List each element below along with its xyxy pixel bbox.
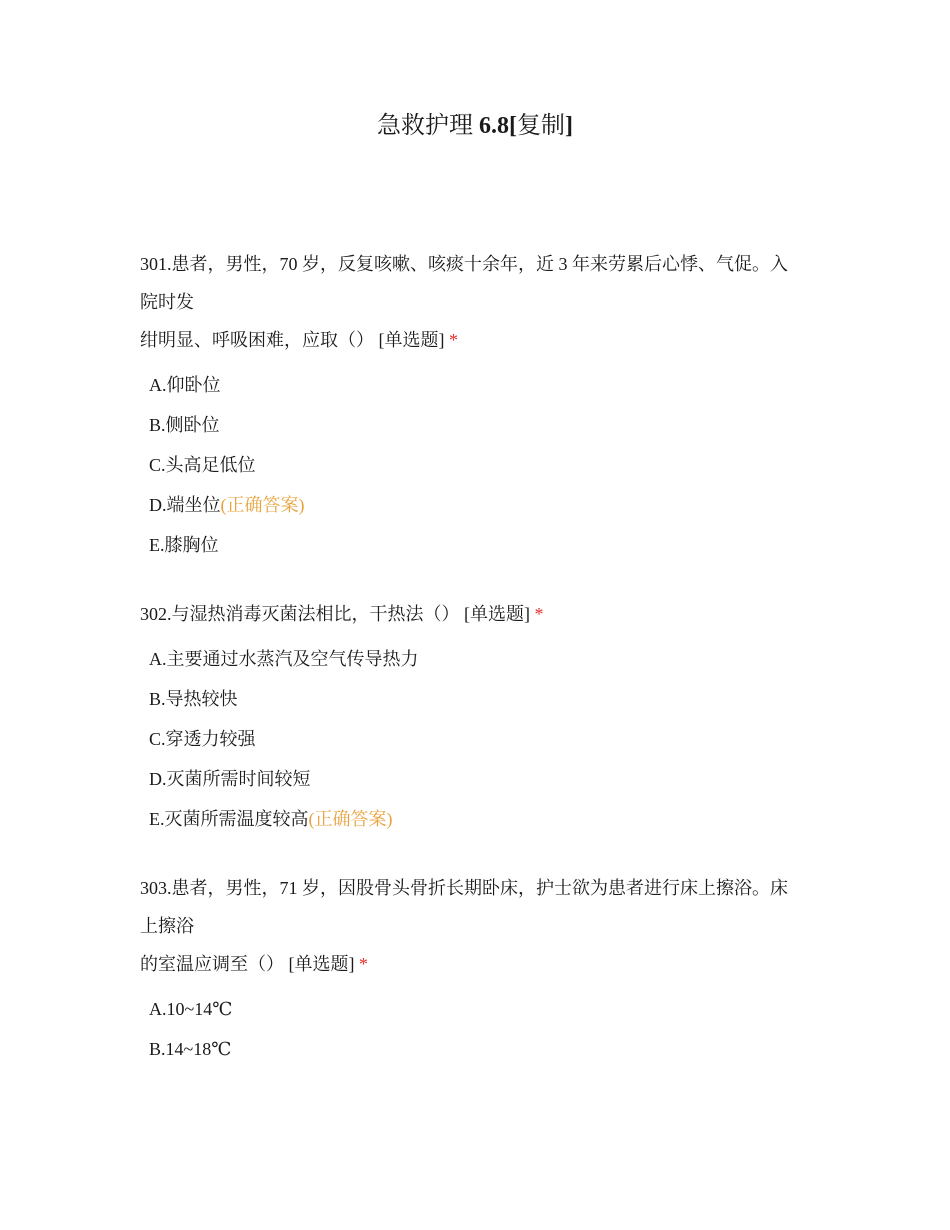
question-list <box>140 245 820 1099</box>
question-type-tag: [单选题] <box>288 954 355 974</box>
title-prefix: 急救护理 <box>377 113 479 139</box>
required-mark: * <box>359 954 368 974</box>
option-a <box>149 365 820 405</box>
question-text <box>140 869 820 983</box>
option-label: B.侧卧位 <box>149 415 220 435</box>
option-b <box>149 679 820 719</box>
question-text <box>140 595 820 633</box>
question-line-text: 绀明显、呼吸困难，应取（） <box>140 330 374 350</box>
option-label: B.导热较快 <box>149 689 238 709</box>
option-c <box>149 445 820 485</box>
option-list <box>140 989 820 1069</box>
title-copy-tag: 复制 <box>517 113 565 139</box>
question-line: 院时发 <box>140 292 194 312</box>
question-line <box>140 945 820 983</box>
option-label: A.仰卧位 <box>149 375 221 395</box>
question-301 <box>140 245 820 565</box>
option-label: C.头高足低位 <box>149 455 256 475</box>
option-label: E.灭菌所需温度较高 <box>149 809 309 829</box>
question-line: 301.患者，男性，70 岁，反复咳嗽、咳痰十余年，近 3 年来劳累后心悸、气促。入 <box>140 254 788 274</box>
option-d <box>149 759 820 799</box>
correct-answer-marker: (正确答案) <box>308 809 393 829</box>
question-302 <box>140 595 820 839</box>
required-mark: * <box>534 604 544 624</box>
question-type-tag: [单选题] <box>378 330 445 350</box>
page-title <box>0 110 950 142</box>
question-line: 上擦浴 <box>140 916 194 936</box>
option-c <box>149 719 820 759</box>
option-label: D.灭菌所需时间较短 <box>149 769 311 789</box>
option-label: A.10~14℃ <box>149 999 233 1019</box>
question-line: 303.患者，男性，71 岁，因股骨头骨折长期卧床，护士欲为患者进行床上擦浴。床 <box>140 878 788 898</box>
question-text <box>140 245 820 359</box>
question-line-text: 302.与湿热消毒灭菌法相比，干热法（） <box>140 604 460 624</box>
option-e <box>149 525 820 565</box>
question-line-text: 的室温应调至（） <box>140 954 284 974</box>
title-bracket-close: ] <box>565 113 573 139</box>
option-label: C.穿透力较强 <box>149 729 256 749</box>
option-d <box>149 485 820 525</box>
option-a <box>149 989 820 1029</box>
option-label: D.端坐位 <box>149 495 221 515</box>
option-list <box>140 639 820 839</box>
option-a <box>149 639 820 679</box>
title-version: 6.8[ <box>479 113 517 139</box>
option-label: A.主要通过水蒸汽及空气传导热力 <box>149 649 419 669</box>
option-label: B.14~18℃ <box>149 1039 232 1059</box>
question-type-tag: [单选题] <box>464 604 530 624</box>
option-list <box>140 365 820 565</box>
required-mark: * <box>449 330 458 350</box>
option-b <box>149 405 820 445</box>
option-label: E.膝胸位 <box>149 535 219 555</box>
question-303 <box>140 869 820 1069</box>
question-line <box>140 321 820 359</box>
question-line <box>140 595 820 633</box>
correct-answer-marker: (正确答案) <box>220 495 305 515</box>
option-e <box>149 799 820 839</box>
option-b <box>149 1029 820 1069</box>
